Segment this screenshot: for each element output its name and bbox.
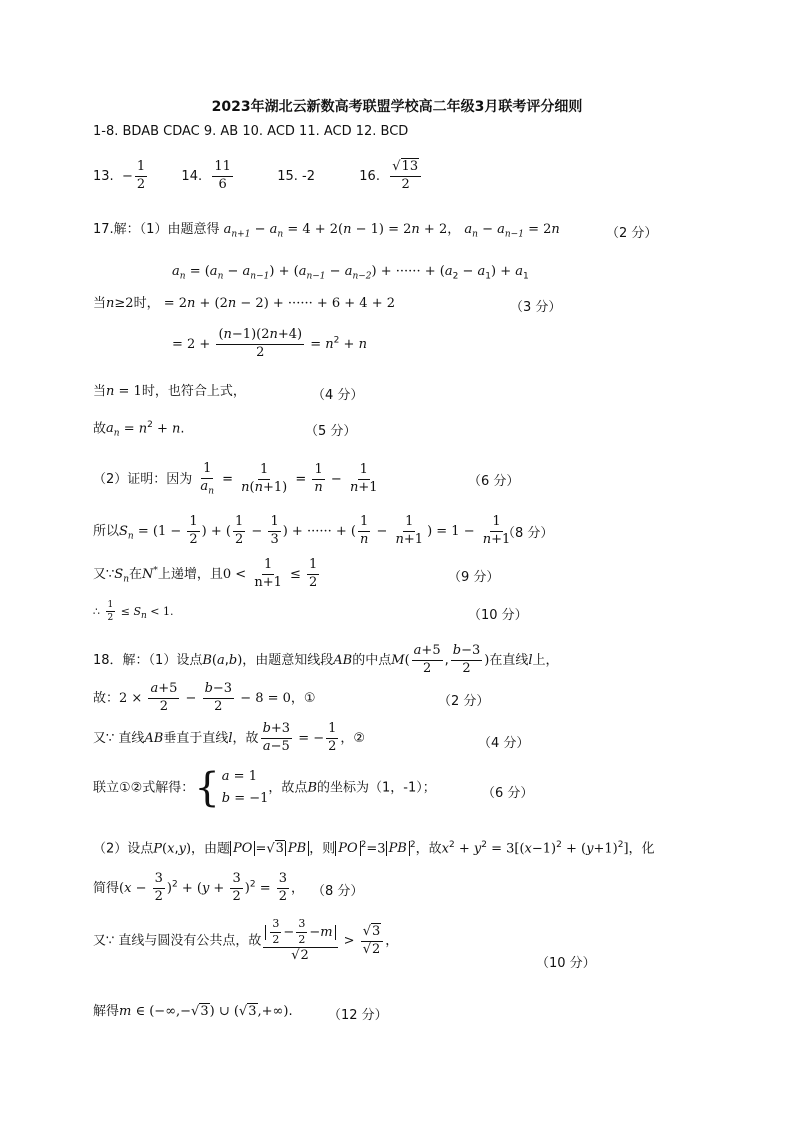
score-q17-3: （4 分）: [312, 388, 364, 403]
q17-sum-expansion: $a_n = (a_n - a_{n-1}) + (a_{n-1} - a_{n-2})$ + ······ + $(a_2 - a_1) + a_1$: [172, 264, 529, 282]
score-q18-4: （8 分）: [312, 884, 364, 899]
q13-label: 13.: [93, 168, 114, 184]
q17-monotone-line: 又$\because S_n$在N*上递增，且0 < $\frac{1}{n+1}$ ≤ $\frac{1}{2}$: [93, 557, 318, 590]
score-q18-2: （4 分）: [478, 736, 530, 751]
score-q17-8: （10 分）: [468, 608, 528, 623]
q14-answer: $\frac{11}{6}$: [214, 159, 231, 192]
q18-distance-line: 又∵ 直线与圆没有公共点，故 $\frac{3}{2}$ − $\frac{3}{2}$ −m √2 > $\frac{√3}{√2}$ ，: [93, 917, 399, 964]
q17-n-ge-2: 当n≥2时， = 2n + (2n − 2) + ······ + 6 + 4 + 2: [93, 296, 396, 311]
q18-part2-line: （2）设点P(x,y)，由题 PO =√3 PB ，则 PO $^2$=3 PB $^2$，故$x^2 + y^2 = 3[(x-1)^2 + (y+1)^2]$，化: [93, 840, 655, 857]
q16-label: 16.: [359, 168, 380, 184]
score-q17-2: （3 分）: [510, 300, 562, 315]
answers-13-16: [93, 160, 423, 193]
q17-n-eq-1: 当n = 1时，也符合上式，: [93, 384, 246, 399]
q18-final-line: 解得m ∈ (−∞,−√3) ∪ (√3,+∞).: [93, 1004, 293, 1019]
q15-answer: 15. -2: [277, 168, 315, 184]
q17-conclusion: 故$a_n = n^2 + n$.: [93, 420, 185, 439]
q18-eq2-line: 又∵ 直线AB垂直于直线l，故 $\frac{b+3}{a-5}$ = − $\frac{1}{2}$ ，②: [93, 721, 366, 754]
q13-answer: − $\frac{1}{2}$: [117, 159, 146, 192]
answers-1-12: 1-8. BDAB CDAC 9. AB 10. ACD 11. ACD 12. BCD: [93, 124, 409, 139]
q18-solve-line: 联立①②式解得：{ a = 1 b = −1 ，故点B的坐标为（1，-1）；: [93, 765, 436, 812]
q14-label: 14.: [181, 168, 203, 184]
score-q18-5: （10 分）: [536, 956, 596, 971]
score-q17-4: （5 分）: [305, 424, 357, 439]
q18-part1-line: 18．解：（1）设点B(a,b)，由题意知线段AB的中点M( $\frac{a+5}{2}$ , $\frac{b-3}{2}$ )在直线l上，: [93, 643, 559, 676]
page-title: 2023年湖北云新数高考联盟学校高二年级3月联考评分细则: [211, 99, 583, 115]
q17-part2-line: （2）证明：因为 $\frac{1}{a_n}$ = $\frac{1}{n(n+1)}$ = $\frac{1}{n}$ − $\frac{1}{n+1}$: [93, 461, 378, 497]
q17-sum-result: = 2 + $\frac{(n-1)(2n+4)}{2}$ = $n^2 + n$: [172, 327, 367, 360]
q17-final-bound: ∴ $\frac{1}{2}$ ≤ $S_n < 1$.: [93, 600, 174, 624]
score-q18-6: （12 分）: [328, 1008, 388, 1023]
score-q18-3: （6 分）: [482, 786, 534, 801]
q16-answer: $\frac{√13}{2}$: [384, 169, 423, 184]
score-q17-6: （8 分）: [502, 526, 554, 541]
q17-heading: 17.解：（1）由题意得: [93, 222, 220, 237]
score-q17-1: （2 分）: [606, 226, 658, 241]
score-q17-7: （9 分）: [448, 570, 500, 585]
score-q18-1: （2 分）: [438, 694, 490, 709]
q17-sn-line: 所以$S_n = (1$ − $\frac{1}{2}$ ) + ( $\frac{1}{2}$ − $\frac{1}{3}$ ) + ······ + ( $\frac{1}{n}$ − $\frac{1}{n+1}$ ) = 1 − $\frac{1}{n+1}$: [93, 514, 511, 547]
q17-part1-line: 17.解：（1）由题意得 $a_{n+1} - a_n = 4 + 2(n - 1) = 2n + 2$， $a_n - a_{n-1} = 2n$: [93, 222, 560, 240]
score-q17-5: （6 分）: [468, 474, 520, 489]
q18-eq1-line: 故：2 × $\frac{a+5}{2}$ − $\frac{b-3}{2}$ − 8 = 0，①: [93, 681, 316, 714]
q18-simplified-line: 简得(x − $\frac{3}{2}$ )$^2$ + (y + $\frac{3}{2}$ )$^2$ = $\frac{3}{2}$ ，: [93, 871, 305, 904]
